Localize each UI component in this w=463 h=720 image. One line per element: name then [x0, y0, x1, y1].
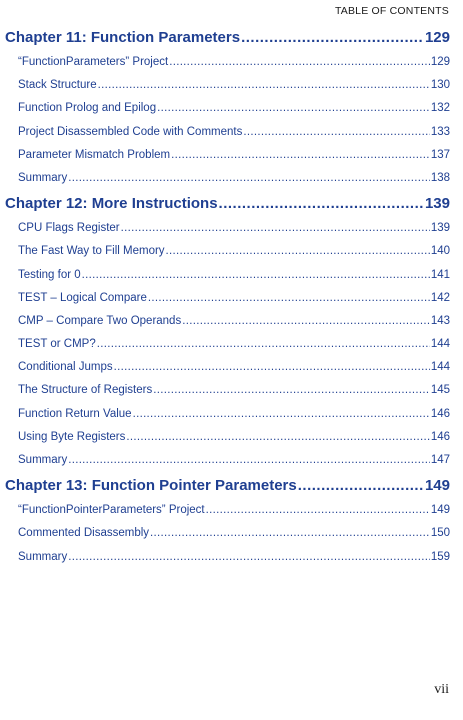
dot-leader [133, 408, 430, 420]
entry-title: The Structure of Registers [18, 384, 153, 397]
dot-leader [166, 245, 430, 257]
toc-entry[interactable] [5, 149, 450, 172]
entry-title: “FunctionParameters” Project [18, 56, 169, 68]
dot-leader [150, 527, 430, 539]
entry-title: CPU Flags Register [18, 222, 120, 235]
dot-leader [126, 431, 429, 443]
toc-entry[interactable] [5, 527, 450, 550]
entry-page: 145 [430, 384, 450, 397]
entry-title: Using Byte Registers [18, 430, 126, 443]
chapter-title: Chapter 11: Function Parameters [5, 29, 241, 46]
chapter-page: 129 [424, 29, 450, 46]
entry-title: Stack Structure [18, 79, 97, 92]
entry-page: 142 [430, 291, 450, 304]
entry-page: 141 [430, 268, 450, 281]
entry-page: 140 [430, 245, 450, 258]
toc-entry[interactable] [5, 361, 450, 384]
toc-entry[interactable] [5, 384, 450, 407]
entry-page: 138 [430, 171, 450, 184]
entry-title: Conditional Jumps [18, 361, 113, 374]
entry-page: 144 [430, 361, 450, 374]
entry-page: 139 [430, 222, 450, 235]
entry-page: 146 [430, 430, 450, 443]
chapter-heading[interactable] [5, 29, 450, 56]
entry-title: The Fast Way to Fill Memory [18, 245, 165, 258]
entry-page: 149 [430, 504, 450, 517]
entry-title: Function Return Value [18, 407, 132, 420]
page-number: vii [434, 682, 449, 697]
chapter-heading[interactable] [5, 477, 450, 504]
dot-leader [97, 338, 430, 350]
dot-leader [206, 504, 430, 516]
dot-leader [298, 477, 424, 494]
dot-leader [148, 292, 430, 304]
chapter-page: 149 [424, 477, 450, 495]
dot-leader [98, 79, 430, 91]
entry-page: 147 [430, 454, 450, 466]
toc-entry[interactable] [5, 551, 450, 574]
entry-page: 159 [430, 550, 450, 563]
toc-entry[interactable] [5, 504, 450, 527]
dot-leader [241, 29, 424, 46]
dot-leader [171, 149, 430, 161]
entry-page: 150 [430, 527, 450, 540]
dot-leader [114, 361, 430, 373]
entry-page: 132 [430, 102, 450, 115]
entry-page: 144 [430, 338, 450, 351]
entry-title: Summary [18, 171, 68, 184]
toc-entry[interactable] [5, 172, 450, 195]
toc-entry[interactable] [5, 408, 450, 431]
dot-leader [68, 172, 430, 184]
chapter-title: Chapter 13: Function Pointer Parameters [5, 477, 297, 495]
dot-leader [82, 269, 430, 281]
entry-title: TEST – Logical Compare [18, 291, 147, 304]
toc-entry[interactable] [5, 315, 450, 338]
dot-leader [121, 222, 430, 234]
chapter-page: 139 [424, 195, 450, 213]
dot-leader [68, 551, 430, 563]
entry-title: Function Prolog and Epilog [18, 102, 157, 115]
entry-page: 133 [430, 125, 450, 138]
entry-title: Parameter Mismatch Problem [18, 148, 171, 161]
running-head: TABLE OF CONTENTS [334, 5, 449, 17]
entry-title: Summary [18, 454, 68, 466]
toc-entry[interactable] [5, 269, 450, 292]
entry-title: TEST or CMP? [18, 338, 96, 351]
chapter-title: Chapter 12: More Instructions [5, 195, 218, 213]
dot-leader [182, 315, 430, 327]
dot-leader [68, 454, 430, 466]
entry-page: 146 [430, 407, 450, 420]
dot-leader [153, 384, 430, 396]
entry-page: 130 [430, 79, 450, 92]
table-of-contents [5, 29, 450, 574]
entry-page: 137 [430, 148, 450, 161]
toc-entry[interactable] [5, 338, 450, 361]
entry-title: Commented Disassembly [18, 527, 150, 540]
chapter-heading[interactable] [5, 195, 450, 222]
toc-entry[interactable] [5, 292, 450, 315]
dot-leader [169, 56, 430, 68]
toc-entry[interactable] [5, 222, 450, 245]
toc-entry[interactable] [5, 79, 450, 102]
toc-entry[interactable] [5, 245, 450, 268]
entry-title: Summary [18, 550, 68, 563]
toc-entry[interactable] [5, 126, 450, 149]
entry-title: Testing for 0 [18, 268, 81, 281]
toc-entry[interactable] [5, 102, 450, 125]
dot-leader [243, 126, 429, 138]
toc-entry[interactable] [5, 56, 450, 79]
dot-leader [157, 102, 430, 114]
entry-title: Project Disassembled Code with Comments [18, 125, 243, 138]
entry-title: “FunctionPointerParameters” Project [18, 504, 205, 517]
toc-entry[interactable] [5, 454, 450, 477]
entry-title: CMP – Compare Two Operands [18, 314, 182, 327]
dot-leader [219, 195, 424, 212]
entry-page: 129 [430, 56, 450, 68]
entry-page: 143 [430, 314, 450, 327]
toc-entry[interactable] [5, 431, 450, 454]
